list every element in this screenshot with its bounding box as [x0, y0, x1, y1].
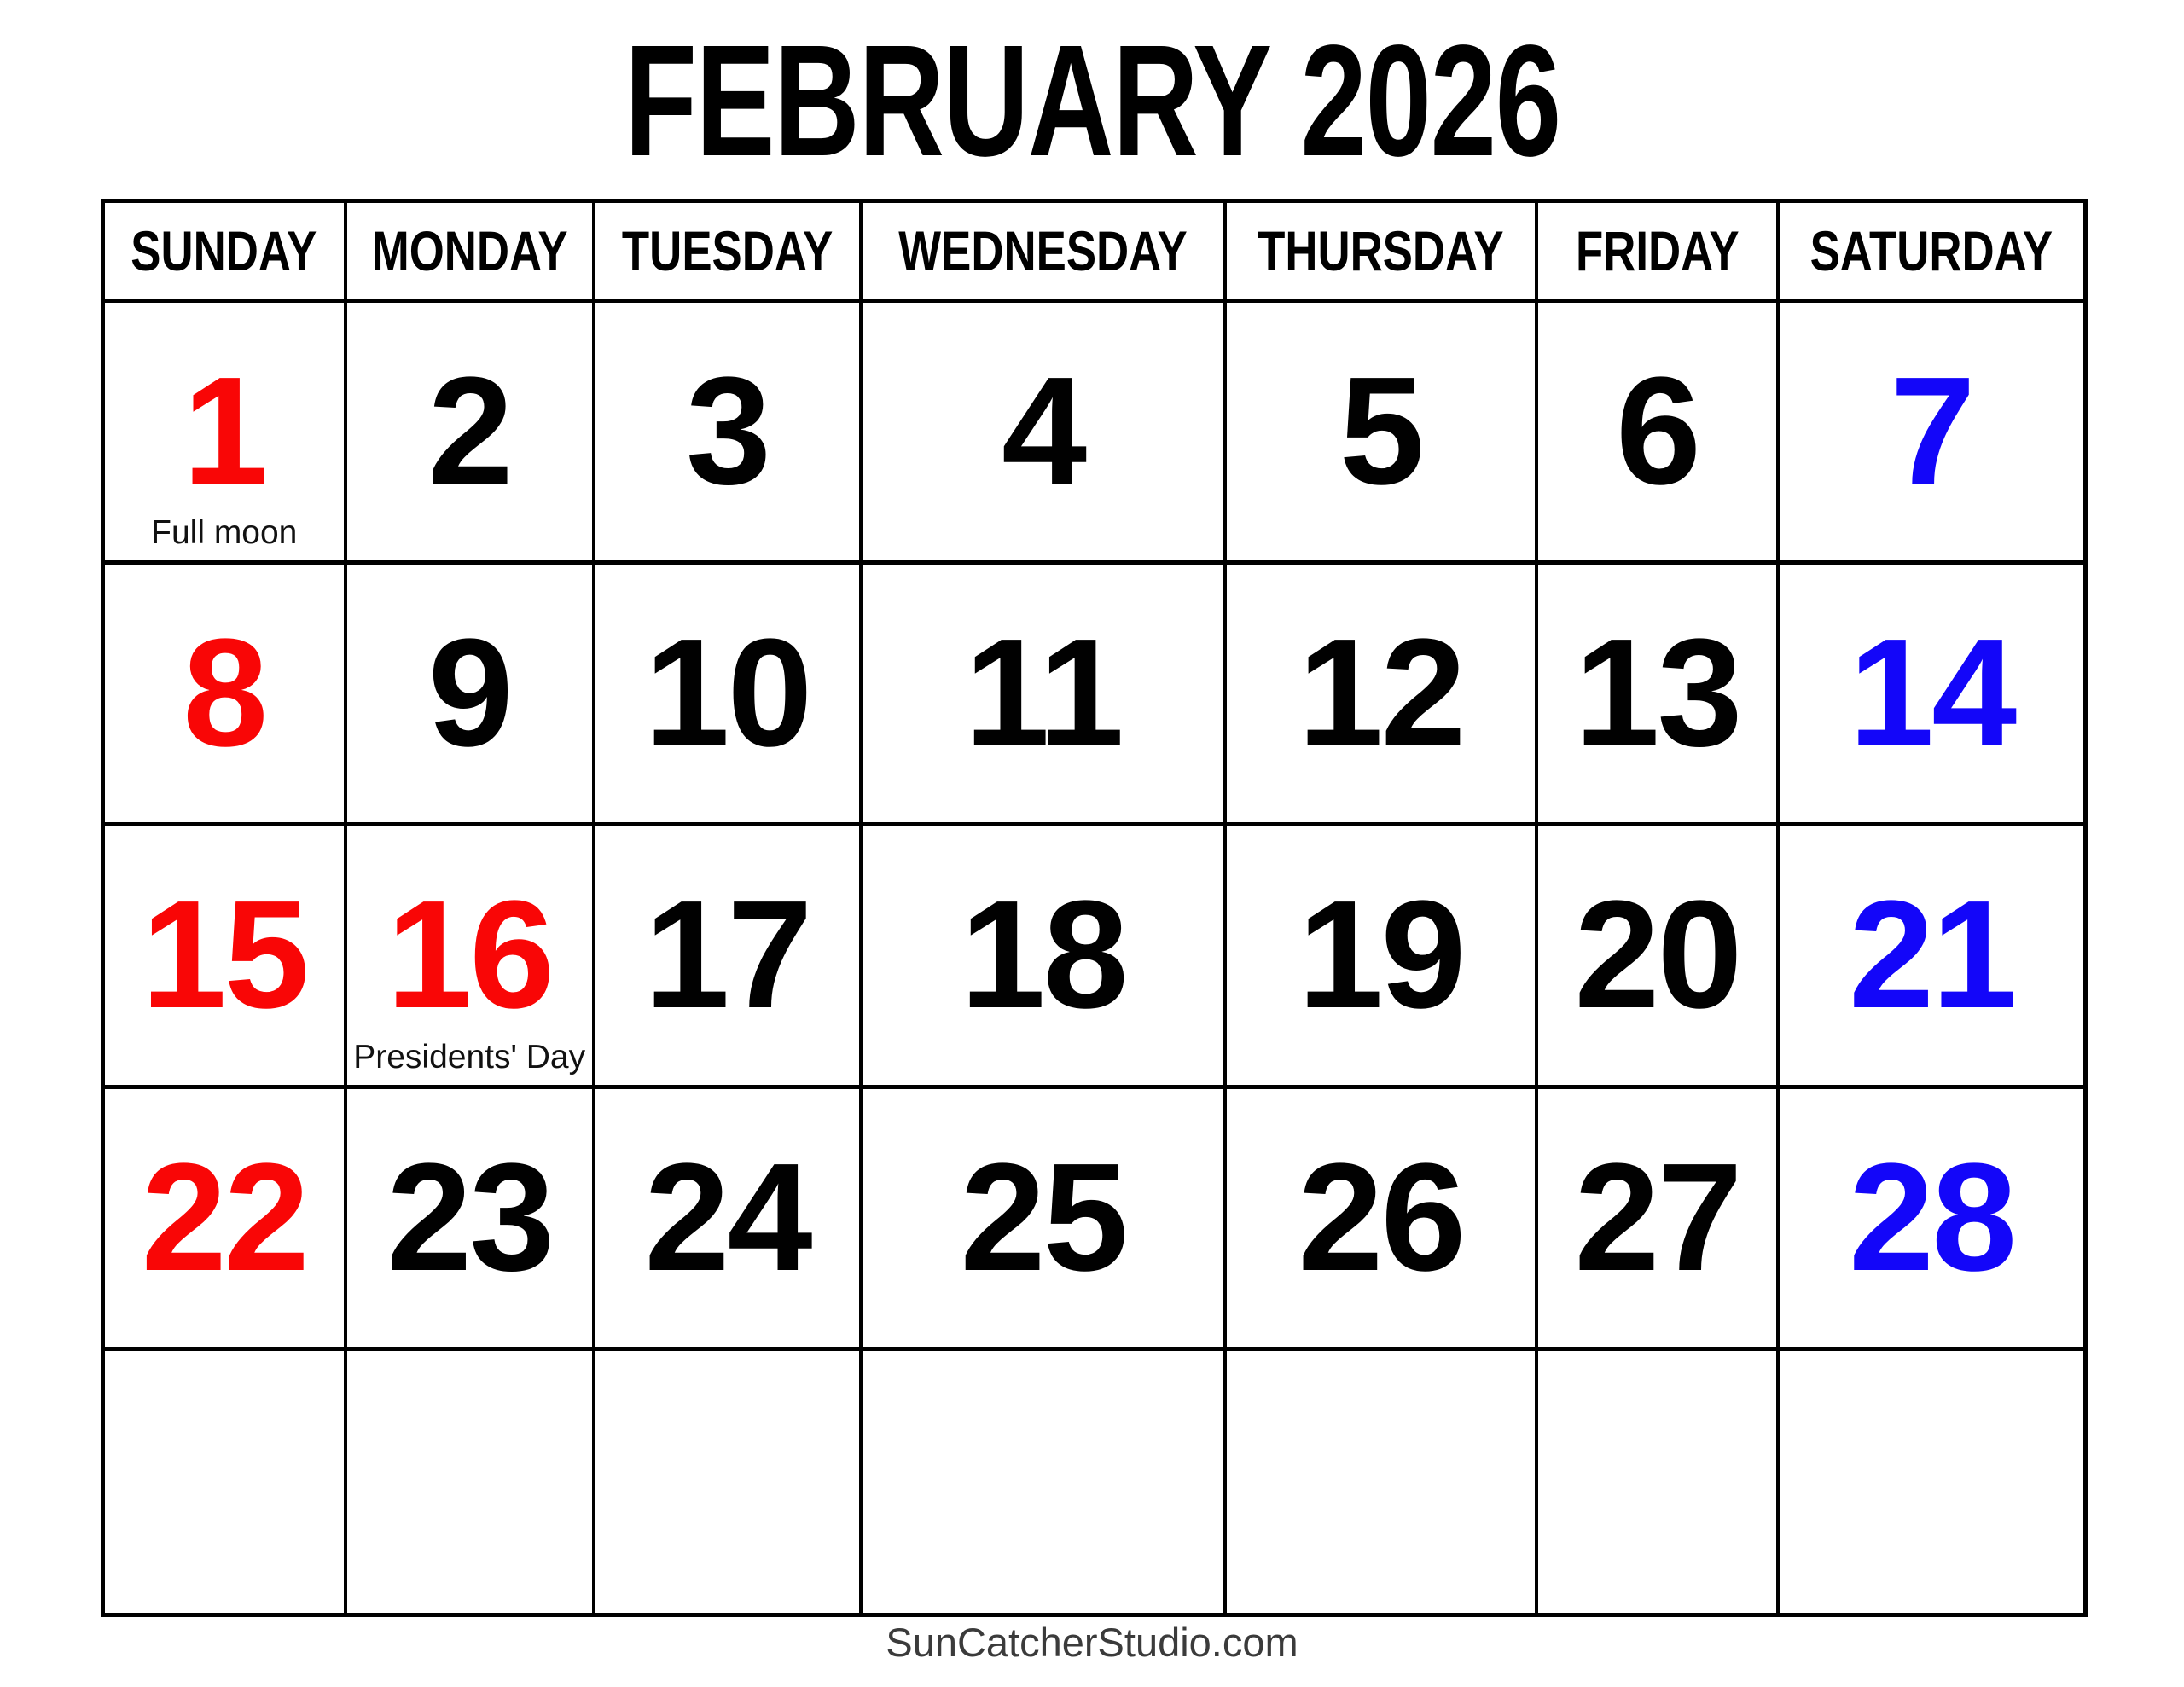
day-number: 28: [1849, 1131, 2015, 1303]
day-number: 21: [1849, 869, 2015, 1041]
weekday-header-saturday: [1780, 203, 2083, 303]
day-number: 1: [183, 345, 266, 518]
weekday-label: THURSDAY: [1258, 219, 1504, 282]
day-cell-23: [347, 1089, 595, 1351]
day-number: 13: [1574, 607, 1740, 780]
calendar-grid: [101, 199, 2088, 1617]
day-number: 17: [644, 869, 810, 1041]
day-cell-21: [1780, 826, 2083, 1088]
weekday-label: FRIDAY: [1575, 219, 1740, 282]
day-cell-1: [105, 303, 347, 565]
weekday-header-thursday: [1227, 203, 1538, 303]
day-note: Full moon: [151, 514, 298, 552]
day-cell-15: [105, 826, 347, 1088]
day-cell-6: [1538, 303, 1780, 565]
day-number: 23: [386, 1131, 553, 1303]
day-cell-empty: [347, 1351, 595, 1613]
day-cell-empty: [1538, 1351, 1780, 1613]
day-note: Presidents' Day: [353, 1038, 586, 1075]
day-cell-empty: [1780, 1351, 2083, 1613]
day-number: 9: [427, 607, 511, 780]
day-cell-11: [863, 565, 1227, 826]
day-cell-10: [595, 565, 863, 826]
weekday-label: SATURDAY: [1809, 219, 2053, 282]
day-cell-empty: [105, 1351, 347, 1613]
day-number: 3: [685, 345, 770, 518]
day-cell-4: [863, 303, 1227, 565]
day-cell-19: [1227, 826, 1538, 1088]
day-cell-2: [347, 303, 595, 565]
day-number: 14: [1849, 607, 2015, 780]
day-cell-9: [347, 565, 595, 826]
day-number: 27: [1574, 1131, 1740, 1303]
day-cell-empty: [595, 1351, 863, 1613]
day-cell-27: [1538, 1089, 1780, 1351]
day-number: 7: [1890, 345, 1973, 518]
weekday-header-tuesday: [595, 203, 863, 303]
day-number: 20: [1574, 869, 1740, 1041]
day-number: 15: [141, 869, 307, 1041]
day-number: 11: [964, 607, 1122, 780]
weekday-header-monday: [347, 203, 595, 303]
weekday-label: MONDAY: [371, 219, 568, 282]
day-cell-22: [105, 1089, 347, 1351]
day-number: 4: [1002, 345, 1085, 518]
day-number: 26: [1298, 1131, 1464, 1303]
month-year-label: FEBRUARY 2026: [624, 13, 1560, 189]
weekday-header-wednesday: [863, 203, 1227, 303]
day-cell-5: [1227, 303, 1538, 565]
day-cell-12: [1227, 565, 1538, 826]
day-cell-7: [1780, 303, 2083, 565]
weekday-label: TUESDAY: [621, 219, 834, 282]
day-cell-26: [1227, 1089, 1538, 1351]
day-cell-24: [595, 1089, 863, 1351]
weekday-label: WEDNESDAY: [898, 219, 1188, 282]
footer-site-link[interactable]: SunCatcherStudio.com: [886, 1620, 1298, 1665]
day-cell-17: [595, 826, 863, 1088]
day-cell-20: [1538, 826, 1780, 1088]
day-cell-18: [863, 826, 1227, 1088]
day-cell-3: [595, 303, 863, 565]
day-number: 10: [644, 607, 810, 780]
day-cell-28: [1780, 1089, 2083, 1351]
weekday-header-friday: [1538, 203, 1780, 303]
day-number: 19: [1298, 869, 1464, 1041]
day-number: 12: [1298, 607, 1464, 780]
day-number: 18: [960, 869, 1126, 1041]
day-number: 22: [141, 1131, 307, 1303]
weekday-label: SUNDAY: [131, 219, 317, 282]
day-number: 5: [1339, 345, 1422, 518]
day-cell-25: [863, 1089, 1227, 1351]
weekday-header-sunday: [105, 203, 347, 303]
page-title: [0, 13, 2184, 189]
day-cell-empty: [863, 1351, 1227, 1613]
day-number: 16: [386, 869, 553, 1041]
day-number: 25: [960, 1131, 1126, 1303]
day-cell-empty: [1227, 1351, 1538, 1613]
day-number: 2: [427, 345, 511, 518]
day-cell-14: [1780, 565, 2083, 826]
day-number: 6: [1615, 345, 1699, 518]
day-cell-8: [105, 565, 347, 826]
day-cell-16: [347, 826, 595, 1088]
day-number: 24: [644, 1131, 810, 1303]
day-cell-13: [1538, 565, 1780, 826]
day-number: 8: [183, 607, 266, 780]
